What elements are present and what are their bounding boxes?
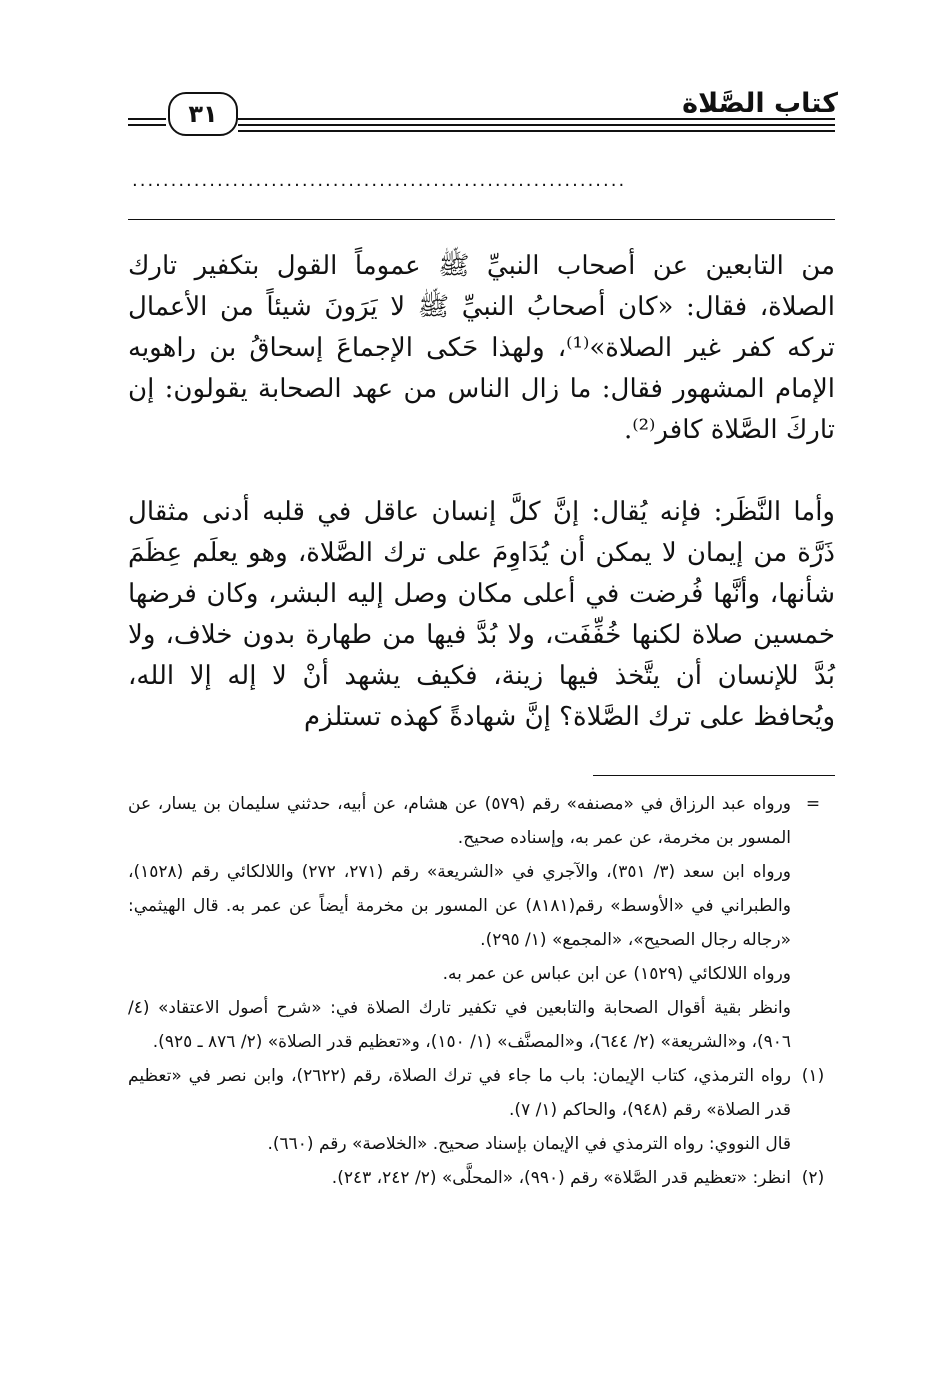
footnote-text: وانظر بقية أقوال الصحابة والتابعين في تكفير تارك الصلاة في: «شرح أصول الاعتقاد» (٤/ ٩٠٦)، و«الشريعة» (٢/ ٦٤٤)، و«المصنَّف» (١/ ١٥٠)، و«تعظيم قدر الصلاة» (٢/ ٨٧٦ ـ ٩٢٥). [128, 998, 791, 1052]
footnote-text: قال النووي: رواه الترمذي في الإيمان بإسناد صحيح. «الخلاصة» رقم (٦٦٠). [267, 1134, 791, 1154]
header-rule-right-2 [238, 124, 835, 126]
header-rule-right [238, 118, 835, 120]
page-number: ٣١ [188, 100, 218, 128]
text-top-rule [128, 219, 835, 220]
footnote-2 [128, 1161, 835, 1195]
continuation-mark: = [805, 794, 821, 814]
footnote-text: ورواه ابن سعد (٣/ ٣٥١)، والآجري في «الشريعة» رقم (٢٧١، ٢٧٢) واللالكائي رقم (١٥٢٨)، والطبراني في «الأوسط» رقم(٨١٨١) عن المسور بن مخرمة أيضاً عن عمر به. قال الهيثمي: «رجاله رجال الصحيح»، «المجمع» (١/ ٢٩٥). [128, 862, 791, 950]
footnote-text: رواه الترمذي، كتاب الإيمان: باب ما جاء في ترك الصلاة، رقم (٢٦٢٢)، وابن نصر في «تعظيم قدر الصلاة» رقم (٩٤٨)، والحاكم (١/ ٧). [128, 1066, 791, 1120]
running-head-title: كتاب الصَّلاة [682, 88, 838, 119]
dotted-separator: ................................................................ [132, 170, 627, 191]
footnote-number: (٢) [801, 1168, 825, 1188]
footnote-continuation [128, 787, 835, 855]
footnote-number: (١) [801, 1066, 825, 1086]
footnote-1 [128, 1059, 835, 1127]
footnote-text: ورواه اللالكائي (١٥٢٩) عن ابن عباس عن عمر به. [442, 964, 791, 984]
header-rule-left [128, 118, 166, 120]
footnotes [128, 787, 835, 1195]
footnote-separator [593, 775, 835, 776]
footnote-text: ورواه عبد الرزاق في «مصنفه» رقم (٥٧٩) عن هشام، عن أبيه، حدثني سليمان بن يسار، عن المسور بن مخرمة، عن عمر به، وإسناده صحيح. [128, 794, 791, 848]
footnote-text: انظر: «تعظيم قدر الصَّلاة» رقم (٩٩٠)، «المحلَّى» (٢/ ٢٤٢، ٢٤٣). [331, 1168, 791, 1188]
body-paragraph-2: وأما النَّظَر: فإنه يُقال: إنَّ كلَّ إنسان عاقل في قلبه أدنى مثقال ذَرَّة من إيمان لا يمكن أن يُدَاوِمَ على ترك الصَّلاة، وهو يعلَم عِظَمَ شأنها، وأنَّها فُرضت في أعلى مكان وصل إليه البشر، وكان فرضها خمسين صلاة لكنها خُفِّفَت، ولا بُدَّ فيها من طهارة بدون خلاف، ولا بُدَّ للإنسان أن يتَّخذ فيها زينة، فكيف يشهد أنْ لا إله إلا الله، ويُحافظ على ترك الصَّلاة؟ إنَّ شهادةً كهذه تستلزم [128, 497, 835, 732]
body-paragraph-1: من التابعين عن أصحاب النبيِّ ﷺ عموماً القول بتكفير تارك الصلاة، فقال: «كان أصحابُ النبيِّ ﷺ لا يَرَونَ شيئاً من الأعمال تركه كفر غير الصلاة»⁽¹⁾، ولهذا حَكى الإجماعَ إسحاقُ بن راهويه الإمام المشهور فقال: ما زال الناس من عهد الصحابة يقولون: إن تاركَ الصَّلاة كافر⁽²⁾. [128, 251, 836, 445]
page-number-badge [168, 92, 238, 136]
header-rule-right-3 [238, 130, 835, 132]
header-rule-left-2 [128, 124, 166, 126]
